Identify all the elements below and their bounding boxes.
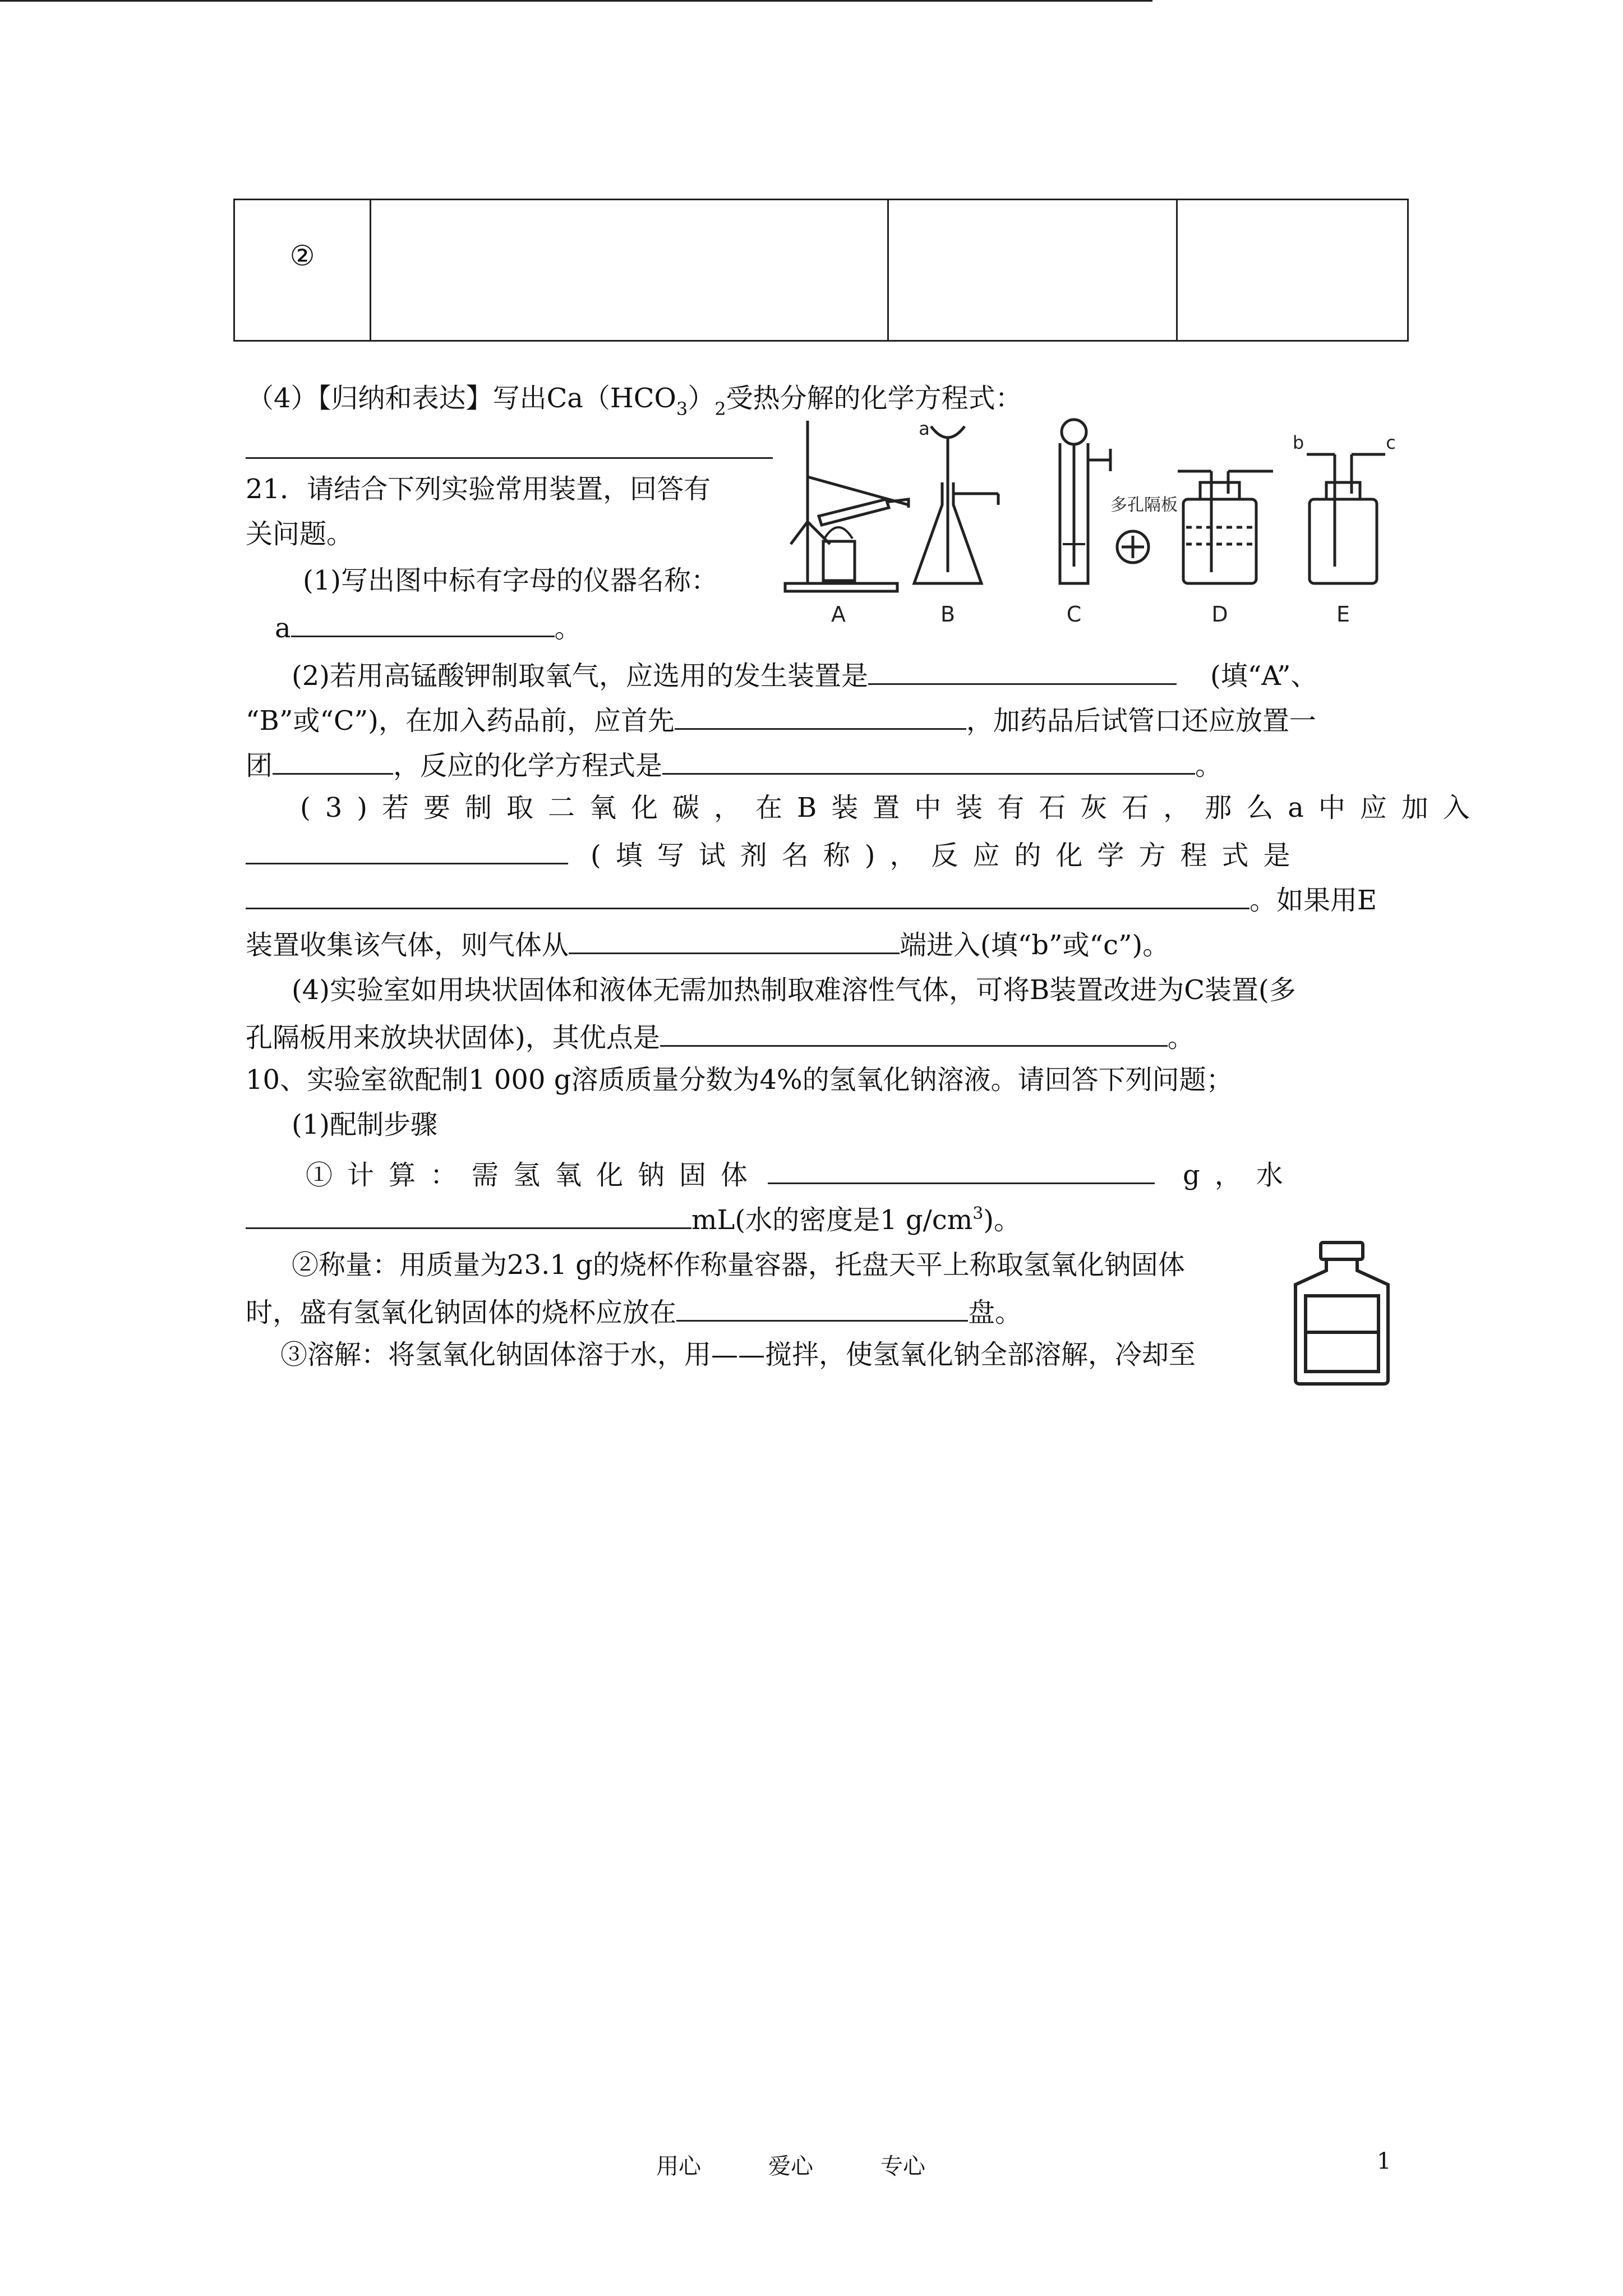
test-tube-A	[819, 499, 889, 525]
answer-blank-pan[interactable]	[676, 1293, 968, 1322]
gas-bottle-D	[1183, 499, 1256, 583]
letter-b: b	[1292, 432, 1304, 453]
footer-word-2: 爱心	[768, 2154, 813, 2179]
q10-step1-line1: ①计算：需氢氧化钠固体 g，水	[306, 1156, 1298, 1192]
answer-blank-inlet[interactable]	[569, 926, 900, 954]
q10-step2-line1: ②称量：用质量为23.1 g的烧杯作称量容器，托盘天平上称取氢氧化钠固体	[292, 1249, 1185, 1281]
answer-blank-equation-2[interactable]	[662, 746, 1195, 775]
reagent-bottle-figure	[1284, 1237, 1399, 1388]
q10-step1-line2: mL(水的密度是1 $g/cm^3$)。	[246, 1200, 1021, 1241]
table-cell	[1177, 200, 1408, 341]
label-B: B	[940, 602, 956, 627]
long-neck-funnel	[931, 426, 965, 438]
row-label: ②	[234, 200, 371, 341]
answer-blank-equation[interactable]	[246, 457, 773, 459]
apparatus-figure	[774, 415, 1396, 628]
q21-p1-answer: a 。	[275, 609, 582, 645]
footer-word-3: 专心	[880, 2154, 925, 2179]
stand-base	[785, 583, 897, 591]
label-D: D	[1211, 602, 1228, 627]
q21-p2-line3: 团 ，反应的化学方程式是 。	[246, 746, 1222, 783]
letter-c: c	[1386, 432, 1396, 453]
q21-p1: (1)写出图中标有字母的仪器名称：	[303, 565, 718, 596]
answer-blank-first-step[interactable]	[675, 701, 966, 730]
q21-p3-line1: (3)若要制取二氧化碳，在B装置中装有石灰石，那么a中应加入	[300, 792, 1484, 823]
answer-blank-reagent[interactable]	[246, 836, 568, 864]
answer-blank-water-volume[interactable]	[246, 1200, 691, 1229]
plate-label: 多孔隔板	[1110, 495, 1178, 515]
q21-p4-line2: 孔隔板用来放块状固体)，其优点是 。	[246, 1018, 1195, 1055]
q10-step-title: (1)配制步骤	[292, 1109, 437, 1140]
header-rule	[0, 0, 1152, 2]
q10-step2-line2: 时，盛有氢氧化钠固体的烧杯应放在 盘。	[246, 1293, 1022, 1329]
q10-line1: 10、实验室欲配制1 000 g溶质质量分数为4%的氢氧化钠溶液。请回答下列问题；	[246, 1064, 1233, 1096]
label-E: E	[1336, 602, 1350, 627]
label-A: A	[831, 602, 846, 627]
answer-blank-co2-equation[interactable]	[246, 881, 1249, 909]
table-row	[234, 200, 1408, 341]
q21-p4-line1: (4)实验室如用块状固体和液体无需加热制取难溶性气体，可将B装置改进为C装置(多	[292, 974, 1296, 1006]
footer-word-1: 用心	[656, 2154, 701, 2179]
answer-blank-a[interactable]	[291, 609, 555, 637]
results-table	[233, 199, 1409, 342]
q21-p2-line2: “B”或“C”)，在加入药品前，应首先 ，加药品后试管口还应放置一	[246, 701, 1316, 738]
answer-blank-advantage[interactable]	[660, 1018, 1168, 1047]
page-number: 1	[1377, 2148, 1391, 2174]
answer-blank-material[interactable]	[273, 746, 393, 775]
letter-a: a	[919, 418, 930, 439]
q20-part4: （4）【归纳和表达】写出$Ca(HCO_3)_2$受热分解的化学方程式：	[247, 383, 1022, 420]
answer-blank-device[interactable]	[868, 656, 1177, 685]
label-C: C	[1066, 602, 1082, 627]
gas-bottle-E	[1310, 499, 1377, 583]
q21-p3-line4: 装置收集该气体，则气体从 端进入(填“b”或“c”)。	[246, 926, 1169, 962]
table-cell	[888, 200, 1177, 341]
q21-line2: 关问题。	[246, 518, 354, 550]
q21-line1: 21．请结合下列实验常用装置，回答有	[246, 473, 711, 505]
q21-p2-line1: (2)若用高锰酸钾制取氧气，应选用的发生装置是 (填“A”、	[292, 656, 1317, 693]
answer-blank-naoh-mass[interactable]	[768, 1156, 1155, 1184]
q21-p3-line3: 。如果用E	[246, 881, 1377, 917]
q10-step3-line1: ③溶解：将氢氧化钠固体溶于水，用——搅拌，使氢氧化钠全部溶解，冷却至	[280, 1339, 1196, 1370]
q21-p3-line2: (填写试剂名称)，反应的化学方程式是	[246, 836, 1304, 872]
table-cell	[371, 200, 888, 341]
alcohol-lamp	[823, 541, 855, 581]
